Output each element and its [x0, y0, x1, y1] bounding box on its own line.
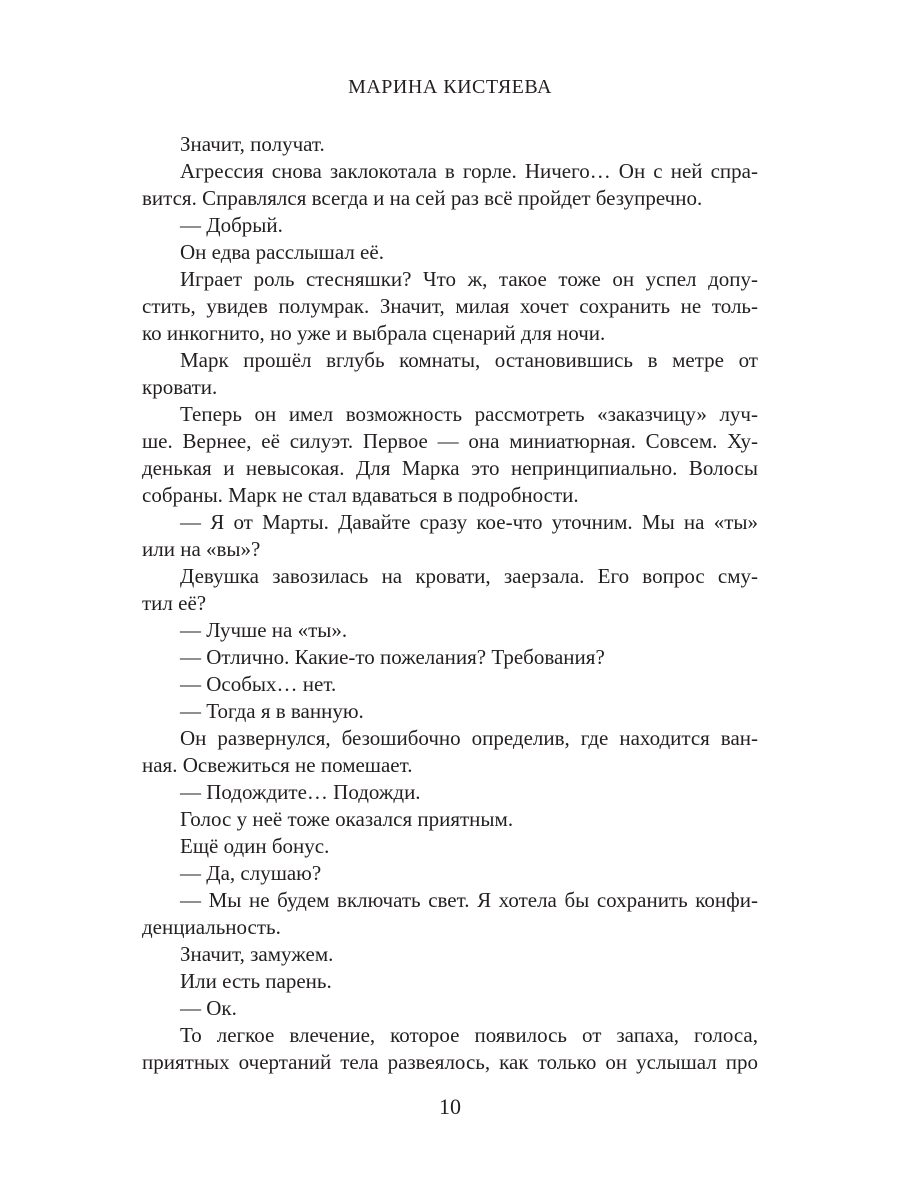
text-line: Ещё один бонус. [180, 834, 330, 858]
text-line: Голос у неё тоже оказался приятным. [180, 807, 514, 831]
text-line: кровати. [142, 375, 218, 399]
text-line: — Да, слушаю? [180, 861, 322, 885]
text-line: Значит, получат. [180, 132, 325, 156]
text-line: — Особых… нет. [180, 672, 337, 696]
text-line: Агрессия снова заклокотала в горле. Ничего… Он с ней спра- [180, 159, 758, 183]
text-line: Он развернулся, безошибочно определив, где находится ван- [180, 726, 758, 750]
text-line: ная. Освежиться не помешает. [142, 753, 413, 777]
text-line: Он едва расслышал её. [180, 240, 384, 264]
text-line: ше. Вернее, её силуэт. Первое — она миниатюрная. Совсем. Ху- [142, 429, 758, 453]
text-line: — Отлично. Какие-то пожелания? Требования? [180, 645, 605, 669]
text-line: денькая и невысокая. Для Марка это непринципиально. Волосы [142, 456, 758, 480]
text-line: Значит, замужем. [180, 942, 334, 966]
text-line: тил её? [142, 591, 207, 615]
running-head: МАРИНА КИСТЯЕВА [348, 76, 552, 98]
text-line: денциальность. [142, 915, 281, 939]
body-text [142, 131, 758, 1076]
text-line: Теперь он имел возможность рассмотреть «заказчицу» луч- [180, 402, 758, 426]
text-line: ко инкогнито, но уже и выбрала сценарий для ночи. [142, 321, 606, 345]
text-line: Девушка завозилась на кровати, заерзала. Его вопрос сму- [180, 564, 758, 588]
text-line: — Подождите… Подожди. [180, 780, 421, 804]
text-line: — Ок. [180, 996, 237, 1020]
text-line: приятных очертаний тела развеялось, как только он услышал про [142, 1050, 758, 1074]
text-line: — Я от Марты. Давайте сразу кое-что уточним. Мы на «ты» [180, 510, 758, 534]
text-line: — Добрый. [180, 213, 283, 237]
text-line: или на «вы»? [142, 537, 261, 561]
text-line: Играет роль стесняшки? Что ж, такое тоже он успел допу- [180, 267, 758, 291]
text-line: — Лучше на «ты». [180, 618, 348, 642]
text-line: собраны. Марк не стал вдаваться в подробности. [142, 483, 579, 507]
text-line: — Тогда я в ванную. [180, 699, 364, 723]
page-number: 10 [439, 1094, 461, 1119]
text-line: стить, увидев полумрак. Значит, милая хочет сохранить не толь- [142, 294, 758, 318]
text-line: вится. Справлялся всегда и на сей раз всё пройдет безупречно. [142, 186, 703, 210]
text-line: Или есть парень. [180, 969, 332, 993]
text-line: Марк прошёл вглубь комнаты, остановившись в метре от [180, 348, 758, 372]
text-line: То легкое влечение, которое появилось от запаха, голоса, [180, 1023, 758, 1047]
text-line: — Мы не будем включать свет. Я хотела бы сохранить конфи- [180, 888, 758, 912]
